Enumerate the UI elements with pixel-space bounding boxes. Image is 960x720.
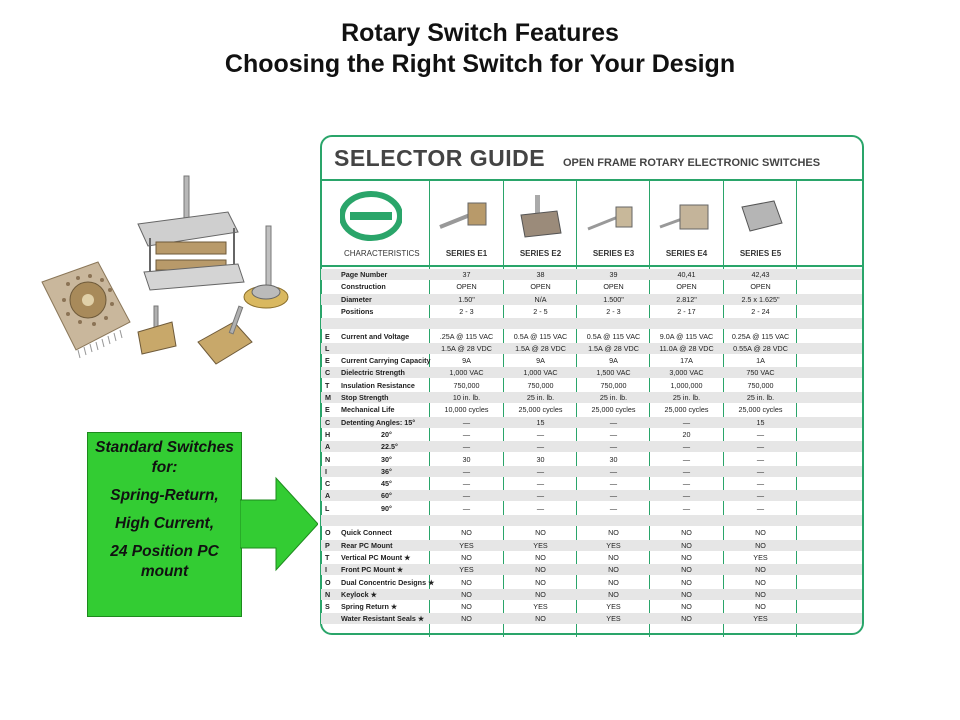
table-cell: NO (461, 552, 472, 562)
table-cell: — (609, 417, 618, 427)
table-cell: 0.25A @ 115 VAC (731, 331, 790, 341)
table-row (321, 380, 862, 391)
table-cell: NO (608, 552, 619, 562)
callout-high-current: High Current, (114, 515, 215, 532)
row-label: Keylock ★ (341, 589, 378, 599)
table-cell: 17A (680, 356, 693, 366)
series-header: SERIES E5 (739, 249, 782, 258)
table-row (321, 331, 862, 342)
table-cell: 25,000 cycles (664, 405, 709, 415)
table-cell: — (756, 429, 765, 439)
table-cell: — (536, 429, 545, 439)
table-cell: NO (535, 528, 546, 538)
table-cell: NO (681, 602, 692, 612)
row-label: Insulation Resistance (341, 380, 415, 390)
row-label: Construction (341, 282, 386, 292)
table-cell: 30 (609, 454, 618, 464)
right-arrow-icon (240, 476, 320, 572)
row-label: 45° (381, 479, 392, 489)
series-e5-image (734, 193, 790, 243)
row-label: Vertical PC Mount ★ (341, 552, 411, 562)
table-cell: 1,000,000 (670, 380, 703, 390)
callout-spring-return: Spring-Return, (110, 487, 219, 504)
row-section-letter: I (325, 466, 327, 476)
table-row (321, 490, 862, 501)
table-cell: NO (461, 602, 472, 612)
table-cell: 40,41 (677, 270, 696, 279)
table-cell: — (682, 491, 691, 501)
row-label: Spring Return ★ (341, 602, 398, 612)
table-cell: 1.500" (603, 294, 624, 304)
row-section-letter: E (325, 356, 330, 366)
table-cell: 39 (609, 270, 618, 279)
table-cell: 1.5A @ 28 VDC (441, 343, 492, 353)
row-section-letter: I (325, 565, 327, 575)
table-cell: — (756, 466, 765, 476)
table-cell: — (609, 466, 618, 476)
table-cell: 2 - 17 (677, 306, 696, 316)
table-cell: 25,000 cycles (738, 405, 783, 415)
series-header: SERIES E1 (445, 249, 488, 258)
table-cell: — (682, 417, 691, 427)
table-cell: — (536, 442, 545, 452)
row-section-letter: C (325, 368, 331, 378)
row-section-letter: C (325, 417, 331, 427)
table-cell: — (462, 466, 471, 476)
series-e2-image (513, 193, 569, 243)
table-cell: NO (755, 577, 766, 587)
table-cell: — (609, 442, 618, 452)
table-cell: 2 - 3 (606, 306, 621, 316)
table-cell: 750,000 (747, 380, 774, 390)
table-cell: — (609, 429, 618, 439)
table-cell: NO (755, 528, 766, 538)
table-cell: — (682, 454, 691, 464)
table-row (321, 429, 862, 440)
row-label: Detenting Angles: 15° (341, 417, 416, 427)
table-cell: NO (681, 614, 692, 624)
table-cell: — (462, 429, 471, 439)
table-cell: 750,000 (600, 380, 627, 390)
table-row (321, 392, 862, 403)
table-cell: OPEN (750, 282, 771, 292)
table-cell: YES (753, 552, 768, 562)
table-row (321, 294, 862, 305)
row-label: Diameter (341, 294, 372, 304)
row-section-letter: A (325, 491, 331, 501)
table-cell: 2 - 3 (459, 306, 474, 316)
table-row (321, 306, 862, 317)
table-row (321, 318, 862, 329)
table-row (321, 613, 862, 624)
row-label: 60° (381, 491, 392, 501)
table-cell: 750,000 (453, 380, 480, 390)
table-cell: 25,000 cycles (518, 405, 563, 415)
table-cell: — (682, 466, 691, 476)
table-cell: YES (606, 602, 621, 612)
table-cell: NO (461, 614, 472, 624)
table-cell: — (536, 491, 545, 501)
slide-subtitle: Choosing the Right Switch for Your Design (224, 50, 736, 78)
table-cell: 9.0A @ 115 VAC (659, 331, 714, 341)
table-row (321, 540, 862, 551)
table-row (321, 441, 862, 452)
table-cell: 15 (756, 417, 765, 427)
table-cell: N/A (534, 294, 547, 304)
table-cell: 0.55A @ 28 VDC (733, 343, 788, 353)
table-cell: NO (461, 528, 472, 538)
table-cell: — (462, 417, 471, 427)
table-cell: 2 - 24 (751, 306, 770, 316)
row-section-letter: C (325, 479, 331, 489)
table-cell: NO (755, 565, 766, 575)
table-cell: 25 in. lb. (599, 393, 628, 402)
table-cell: 750,000 (527, 380, 554, 390)
series-e3-image (584, 193, 644, 243)
table-row (321, 466, 862, 477)
table-cell: NO (608, 577, 619, 587)
table-cell: OPEN (676, 282, 697, 292)
table-cell: NO (535, 614, 546, 624)
table-cell: YES (606, 540, 621, 550)
table-cell: 0.5A @ 115 VAC (586, 331, 641, 341)
row-section-letter: H (325, 429, 331, 439)
row-section-letter: N (325, 454, 331, 464)
row-section-letter: M (325, 393, 331, 402)
table-cell: 37 (462, 270, 471, 279)
selector-guide (318, 133, 870, 638)
table-cell: — (682, 442, 691, 452)
table-cell: — (462, 491, 471, 501)
row-label: Dielectric Strength (341, 368, 405, 378)
callout-pc-mount: 24 Position PC mount (110, 543, 219, 580)
row-label: 90° (381, 503, 392, 513)
table-cell: YES (533, 602, 548, 612)
table-cell: YES (459, 565, 474, 575)
table-cell: NO (681, 577, 692, 587)
table-cell: OPEN (456, 282, 477, 292)
table-cell: 2 - 5 (533, 306, 548, 316)
table-cell: — (462, 442, 471, 452)
table-cell: NO (535, 577, 546, 587)
table-row (321, 564, 862, 575)
table-cell: 11.0A @ 28 VDC (659, 343, 714, 353)
row-label: Current and Voltage (341, 331, 410, 341)
table-cell: 38 (536, 270, 545, 279)
series-header: SERIES E3 (592, 249, 635, 258)
guide-subtitle: OPEN FRAME ROTARY ELECTRONIC SWITCHES (563, 157, 821, 169)
table-cell: — (536, 466, 545, 476)
table-cell: YES (606, 614, 621, 624)
callout-heading: Standard Switches for: (95, 439, 234, 476)
series-e4-image (656, 193, 718, 243)
row-section-letter: S (325, 602, 330, 612)
row-label: Dual Concentric Designs ★ (341, 577, 435, 587)
table-cell: .25A @ 115 VAC (439, 331, 494, 341)
table-cell: 1,500 VAC (596, 368, 631, 378)
row-label: 22.5° (381, 442, 398, 452)
row-section-letter: P (325, 540, 330, 550)
table-cell: 2.812" (676, 294, 697, 304)
table-cell: 1A (756, 356, 765, 366)
table-row (321, 552, 862, 563)
table-cell: 750 VAC (746, 368, 775, 378)
table-cell: YES (753, 614, 768, 624)
table-cell: NO (608, 565, 619, 575)
guide-title: SELECTOR GUIDE (334, 145, 546, 171)
table-cell: NO (608, 528, 619, 538)
slide-title: Rotary Switch Features (341, 19, 619, 47)
table-cell: — (536, 503, 545, 513)
table-cell: 25 in. lb. (526, 393, 555, 402)
table-cell: NO (681, 528, 692, 538)
table-cell: — (682, 503, 691, 513)
row-label: Quick Connect (341, 528, 392, 538)
table-row (321, 577, 862, 588)
table-cell: 10 in. lb. (452, 393, 481, 402)
table-row (321, 515, 862, 526)
table-cell: — (756, 491, 765, 501)
table-cell: 1.50" (458, 294, 475, 304)
row-label: 36° (381, 466, 392, 476)
row-section-letter: E (325, 331, 330, 341)
table-cell: NO (755, 589, 766, 599)
row-section-letter: E (325, 405, 330, 415)
row-label: Positions (341, 306, 374, 316)
table-row (321, 601, 862, 612)
table-row (321, 503, 862, 514)
table-cell: 3,000 VAC (669, 368, 704, 378)
table-row (321, 404, 862, 415)
row-section-letter: L (325, 343, 330, 353)
row-section-letter: L (325, 503, 330, 513)
row-section-letter: T (325, 552, 330, 562)
table-cell: 1.5A @ 28 VDC (515, 343, 566, 353)
table-cell: NO (681, 589, 692, 599)
table-cell: — (609, 503, 618, 513)
table-cell: — (756, 503, 765, 513)
row-label: Front PC Mount ★ (341, 565, 404, 575)
table-cell: NO (755, 540, 766, 550)
table-cell: NO (461, 589, 472, 599)
table-cell: 9A (462, 356, 471, 366)
table-cell: NO (535, 552, 546, 562)
table-cell: NO (535, 565, 546, 575)
table-cell: — (682, 479, 691, 489)
table-row (321, 478, 862, 489)
series-header: SERIES E2 (519, 249, 562, 258)
table-cell: 9A (609, 356, 618, 366)
table-row (321, 281, 862, 292)
table-cell: NO (461, 577, 472, 587)
table-row (321, 343, 862, 354)
table-cell: 1,000 VAC (449, 368, 484, 378)
table-cell: 1,000 VAC (523, 368, 558, 378)
table-cell: 1.5A @ 28 VDC (588, 343, 639, 353)
row-section-letter: N (325, 589, 331, 599)
row-section-letter: T (325, 380, 330, 390)
brand-logo-icon (340, 191, 402, 241)
row-label: Stop Strength (341, 393, 389, 402)
rotary-switches-photo (38, 172, 308, 382)
table-cell: NO (681, 540, 692, 550)
table-row (321, 454, 862, 465)
table-cell: 2.5 x 1.625" (741, 294, 780, 304)
row-label: 20° (381, 429, 392, 439)
row-label: Current Carrying Capacity (341, 356, 431, 366)
table-cell: 10,000 cycles (444, 405, 489, 415)
table-cell: 25 in. lb. (672, 393, 701, 402)
characteristics-label: CHARACTERISTICS (344, 249, 420, 258)
table-cell: — (756, 479, 765, 489)
table-cell: 30 (462, 454, 471, 464)
table-cell: 20 (682, 429, 691, 439)
table-cell: NO (608, 589, 619, 599)
standard-switches-callout (87, 432, 242, 617)
table-cell: 0.5A @ 115 VAC (513, 331, 568, 341)
table-cell: 25 in. lb. (746, 393, 775, 402)
table-cell: NO (755, 602, 766, 612)
row-section-letter: A (325, 442, 331, 452)
row-label: Page Number (341, 270, 388, 279)
table-cell: 42,43 (751, 270, 770, 279)
table-cell: NO (681, 565, 692, 575)
table-cell: 15 (536, 417, 545, 427)
table-row (321, 269, 862, 280)
table-cell: — (609, 491, 618, 501)
table-cell: YES (459, 540, 474, 550)
row-label: 30° (381, 454, 392, 464)
series-header: SERIES E4 (665, 249, 708, 258)
table-row (321, 589, 862, 600)
table-cell: — (536, 479, 545, 489)
table-cell: — (756, 454, 765, 464)
table-cell: — (462, 503, 471, 513)
table-cell: OPEN (530, 282, 551, 292)
table-row (321, 355, 862, 366)
table-cell: NO (681, 552, 692, 562)
table-row (321, 417, 862, 428)
series-e1-image (436, 193, 496, 243)
table-cell: YES (533, 540, 548, 550)
table-cell: 25,000 cycles (591, 405, 636, 415)
table-cell: NO (535, 589, 546, 599)
table-cell: — (462, 479, 471, 489)
table-cell: 30 (536, 454, 545, 464)
table-cell: 9A (536, 356, 545, 366)
row-section-letter: O (325, 528, 331, 538)
row-label: Mechanical Life (341, 405, 395, 415)
row-section-letter: O (325, 577, 331, 587)
row-label: Water Resistant Seals ★ (341, 614, 425, 624)
table-cell: — (609, 479, 618, 489)
table-row (321, 527, 862, 538)
guide-divider (320, 179, 864, 181)
row-label: Rear PC Mount (341, 540, 393, 550)
table-cell: — (756, 442, 765, 452)
guide-header-divider (320, 265, 864, 267)
table-cell: OPEN (603, 282, 624, 292)
table-row (321, 367, 862, 378)
